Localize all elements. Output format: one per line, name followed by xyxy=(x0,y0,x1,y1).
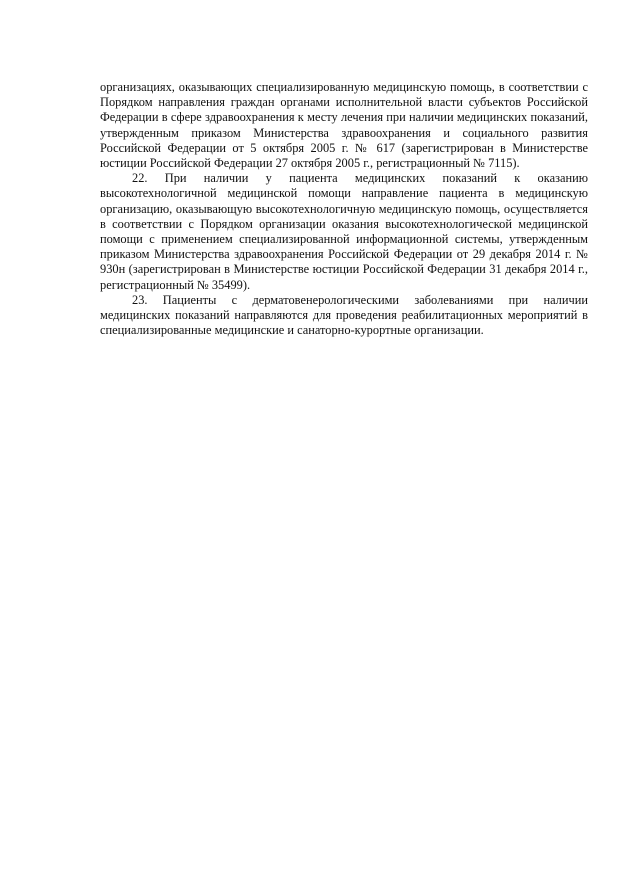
paragraph-item-22: 22. При наличии у пациента медицинских показаний к оказанию высокотехнологичной медицинской помощи направление пациента в медицинскую организацию, оказывающую высокотехнологичную медицинскую помощь, осуществляется в соответствии с Порядком организации оказания высокотехнологической медицинской помощи с применением специализированной информационной системы, утвержденным приказом Министерства здравоохранения Российской Федерации от 29 декабря 2014 г. № 930н (зарегистрирован в Министерстве юстиции Российской Федерации 31 декабря 2014 г., регистрационный № 35499). xyxy=(100,171,588,292)
paragraph-continuation: организациях, оказывающих специализированную медицинскую помощь, в соответствии с Порядком направления граждан органами исполнительной власти субъектов Российской Федерации в сфере здравоохранения к месту лечения при наличии медицинских показаний, утвержденным приказом Министерства здравоохранения и социального развития Российской Федерации от 5 октября 2005 г. № 617 (зарегистрирован в Министерстве юстиции Российской Федерации 27 октября 2005 г., регистрационный № 7115). xyxy=(100,80,588,171)
document-body xyxy=(100,80,588,338)
paragraph-item-23: 23. Пациенты с дерматовенерологическими заболеваниями при наличии медицинских показаний направляются для проведения реабилитационных мероприятий в специализированные медицинские и санаторно-курортные организации. xyxy=(100,292,588,338)
